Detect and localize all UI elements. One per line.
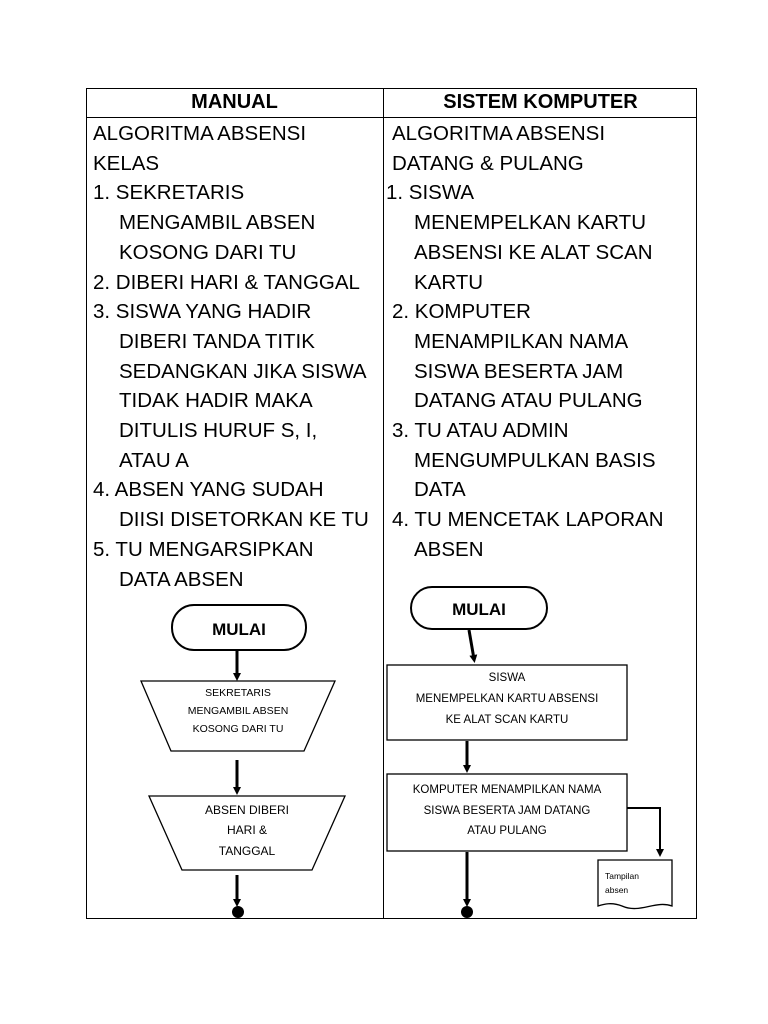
manual-flowchart xyxy=(141,605,345,918)
manual-step-cont: DIBERI TANDA TITIK xyxy=(119,329,315,353)
manual-step: 2. DIBERI HARI & TANGGAL xyxy=(93,270,360,294)
manual-step-cont: MENGAMBIL ABSEN xyxy=(119,211,316,235)
manual-step-cont: DATA ABSEN xyxy=(119,567,244,591)
manual-step-cont: ATAU A xyxy=(119,448,189,472)
komputer-connector-dot xyxy=(461,906,473,918)
komputer-process-2-line: ATAU PULANG xyxy=(467,825,547,837)
manual-step-cont: SEDANGKAN JIKA SISWA xyxy=(119,359,367,383)
komputer-step: 4. TU MENCETAK LAPORAN xyxy=(392,508,664,532)
manual-step-cont: DIISI DISETORKAN KE TU xyxy=(119,508,369,532)
manual-process-2-line: ABSEN DIBERI xyxy=(204,803,290,817)
komputer-step-cont: DATANG ATAU PULANG xyxy=(414,389,643,413)
komputer-arrow-output xyxy=(627,808,660,853)
manual-step-cont: TIDAK HADIR MAKA xyxy=(119,389,313,413)
manual-process-1-line: SEKRETARIS xyxy=(205,687,271,699)
manual-process-2-line: HARI & xyxy=(226,823,268,837)
komputer-step-cont: ABSENSI KE ALAT SCAN xyxy=(414,240,653,264)
komputer-step-cont: MENEMPELKAN KARTU xyxy=(414,211,647,235)
komputer-title-line: ALGORITMA ABSENSI xyxy=(392,122,606,145)
manual-process-1-line: KOSONG DARI TU xyxy=(192,723,284,735)
komputer-output-line: absen xyxy=(605,885,629,895)
komputer-step-cont: KARTU xyxy=(414,270,484,294)
komputer-step-cont: SISWA BESERTA JAM xyxy=(414,359,624,383)
manual-step-cont: KOSONG DARI TU xyxy=(119,240,297,264)
komputer-process-1-line: KE ALAT SCAN KARTU xyxy=(445,714,569,726)
header-manual: MANUAL xyxy=(191,91,278,113)
header-sistem-komputer: SISTEM KOMPUTER xyxy=(443,91,638,113)
manual-step: 5. TU MENGARSIPKAN xyxy=(93,537,314,561)
komputer-process-1-line: MENEMPELKAN KARTU ABSENSI xyxy=(415,693,599,705)
komputer-step: 3. TU ATAU ADMIN xyxy=(392,419,569,443)
komputer-step-cont: ABSEN xyxy=(414,537,484,561)
manual-title-line: KELAS xyxy=(93,151,160,175)
manual-connector-dot xyxy=(232,906,244,918)
komputer-arrow-1 xyxy=(469,630,474,659)
komputer-flowchart xyxy=(387,587,672,918)
manual-step: 1. SEKRETARIS xyxy=(93,181,245,205)
manual-title-line: ALGORITMA ABSENSI xyxy=(93,122,307,145)
komputer-title-line: DATANG & PULANG xyxy=(392,151,584,175)
komputer-start-label: MULAI xyxy=(452,600,506,619)
manual-step: 3. SISWA YANG HADIR xyxy=(93,300,312,324)
manual-process-1-line: MENGAMBIL ABSEN xyxy=(187,705,289,717)
komputer-step: 2. KOMPUTER xyxy=(392,300,531,324)
komputer-process-2-line: KOMPUTER MENAMPILKAN NAMA xyxy=(412,784,602,796)
komputer-output-line: Tampilan xyxy=(605,871,640,881)
komputer-process-2-line: SISWA BESERTA JAM DATANG xyxy=(423,805,591,817)
manual-start-label: MULAI xyxy=(212,620,266,639)
manual-step-cont: DITULIS HURUF S, I, xyxy=(119,419,318,443)
komputer-step: 1. SISWA xyxy=(386,181,475,205)
komputer-step-cont: MENGUMPULKAN BASIS xyxy=(414,448,656,472)
komputer-process-1-line: SISWA xyxy=(488,672,526,684)
manual-step: 4. ABSEN YANG SUDAH xyxy=(93,478,324,502)
komputer-step-cont: DATA xyxy=(414,478,466,502)
manual-process-2-line: TANGGAL xyxy=(218,844,276,858)
komputer-step-cont: MENAMPILKAN NAMA xyxy=(414,329,629,353)
